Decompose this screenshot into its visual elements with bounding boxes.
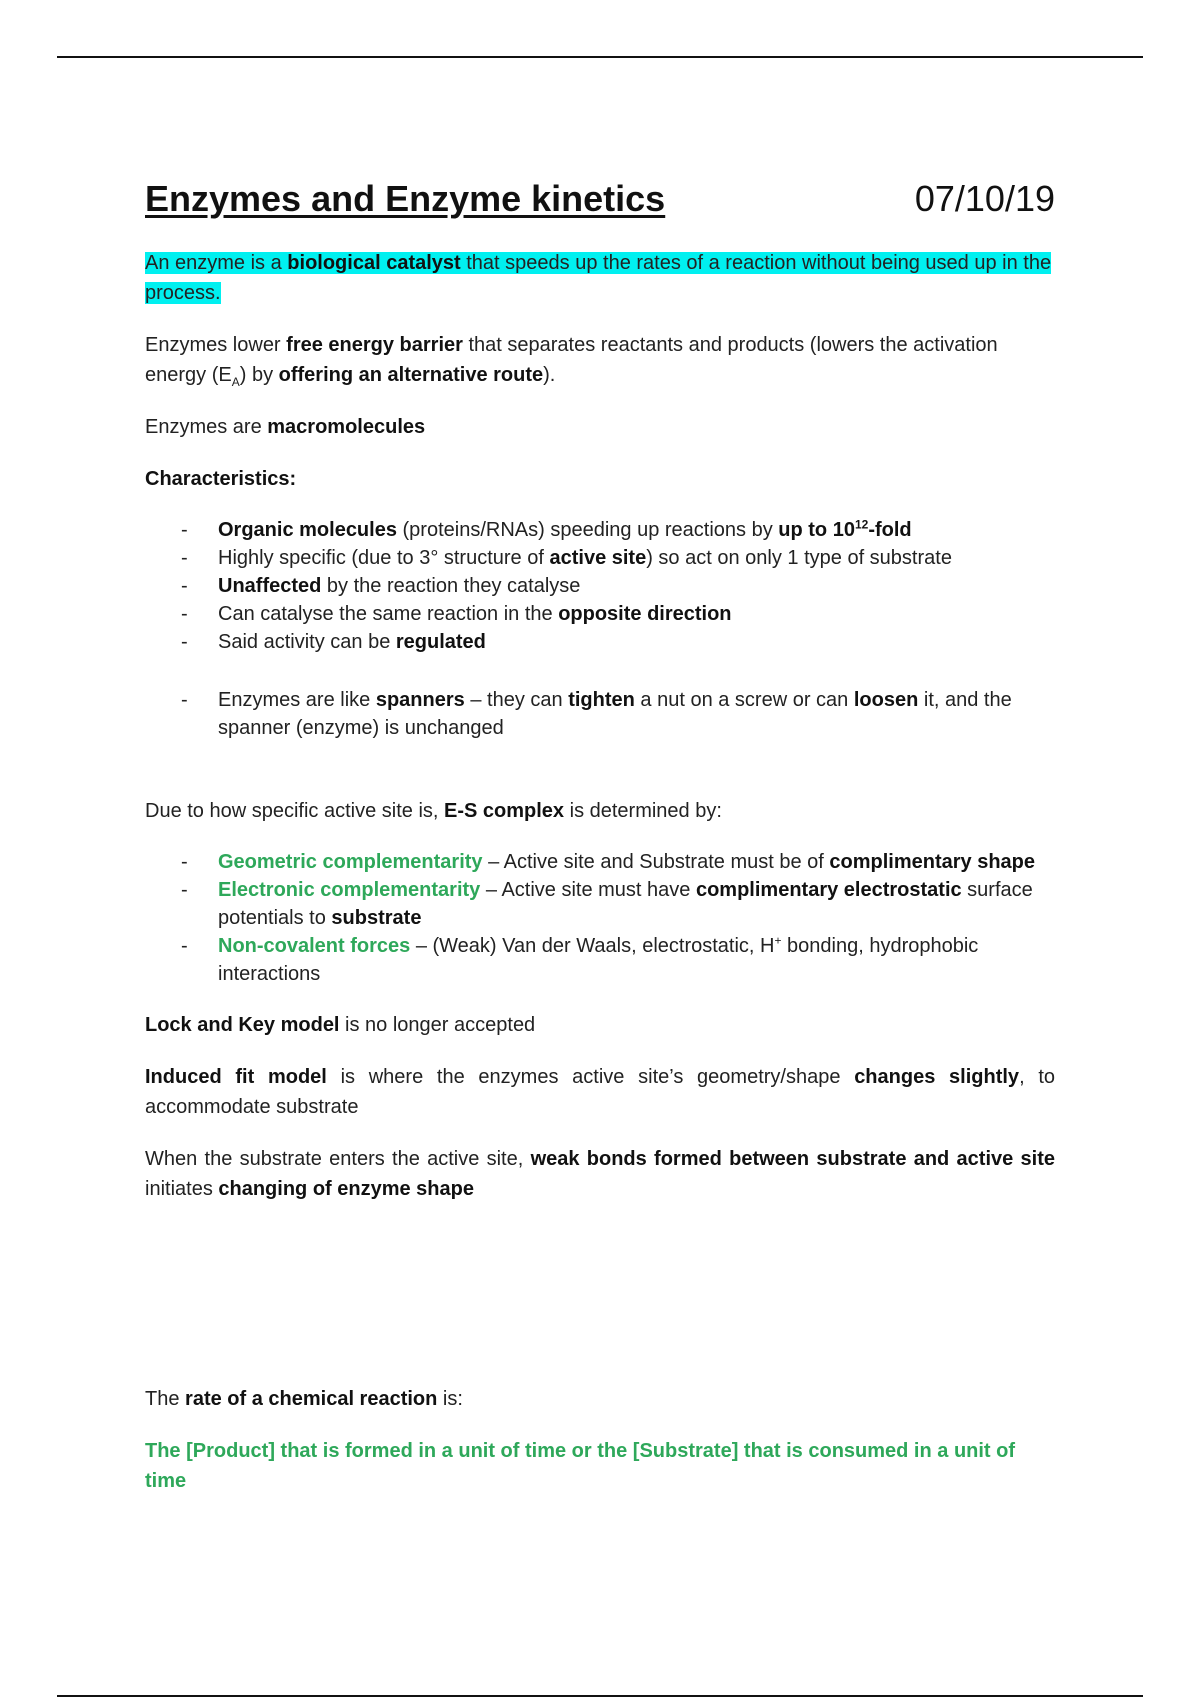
- item-bold: complimentary shape: [829, 851, 1036, 873]
- lock-key-paragraph: [145, 1010, 1055, 1040]
- list-item: [145, 544, 1055, 572]
- item-text: Enzymes are like: [218, 689, 376, 711]
- item-text: Can catalyse the same reaction in the: [218, 603, 559, 625]
- highlighted-definition: [145, 252, 1051, 304]
- date-label: 07/10/19: [914, 178, 1055, 219]
- list-item: [145, 876, 1055, 932]
- list-item: [145, 932, 1055, 988]
- item-superscript: 12: [854, 517, 869, 532]
- item-text: Highly specific (due to 3° structure of: [218, 547, 550, 569]
- item-bold: complimentary electrostatic: [695, 879, 962, 901]
- list-item: [145, 848, 1055, 876]
- item-superscript: +: [774, 933, 782, 948]
- page-title: Enzymes and Enzyme kinetics: [145, 178, 666, 219]
- characteristics-heading: [145, 464, 1055, 494]
- item-text: Said activity can be: [218, 631, 396, 653]
- induced-fit-text: is where the enzymes active site’s geometry/shape: [326, 1066, 855, 1088]
- item-green: Geometric complementarity: [218, 851, 483, 873]
- item-text: bonding, hydrophobic interactions: [218, 935, 979, 985]
- list-item: [145, 686, 1055, 742]
- item-text: (proteins/RNAs) speeding up reactions by: [396, 519, 779, 541]
- item-bold: tighten: [568, 689, 635, 711]
- list-item: [145, 572, 1055, 600]
- rate-definition-text: The [Product] that is formed in a unit of time or the [Substrate] that is consumed in a unit of time: [145, 1440, 1016, 1492]
- es-complex-intro: [145, 796, 1055, 826]
- energy-text-3: ) by: [239, 364, 279, 386]
- rate-bold: rate of a chemical reaction: [185, 1388, 438, 1410]
- energy-subscript: A: [231, 375, 240, 389]
- document-page: [145, 170, 1055, 1496]
- rate-intro: [145, 1384, 1055, 1414]
- header: [145, 170, 1055, 220]
- energy-bold-2: offering an alternative route: [278, 364, 544, 386]
- item-bold: Organic molecules: [218, 519, 397, 541]
- item-bold: Unaffected: [218, 575, 322, 597]
- es-complex-list: [145, 848, 1055, 988]
- item-text: by the reaction they catalyse: [321, 575, 581, 597]
- bottom-rule: [57, 1695, 1143, 1697]
- energy-bold-1: free energy barrier: [286, 334, 463, 356]
- energy-paragraph: [145, 330, 1055, 390]
- definition-text-end: that speeds up the rates of a reaction without being used up in the process.: [145, 252, 1052, 304]
- item-green: Electronic complementarity: [218, 879, 481, 901]
- rate-definition: [145, 1436, 1055, 1496]
- item-green: Non-covalent forces: [218, 935, 411, 957]
- item-text: surface potentials to: [218, 879, 1033, 929]
- item-bold: opposite direction: [558, 603, 732, 625]
- item-text: it, and the spanner (enzyme) is unchanged: [218, 689, 1012, 739]
- definition-text: An enzyme is a: [145, 252, 288, 274]
- macro-text: Enzymes are: [145, 416, 268, 438]
- item-bold: substrate: [331, 907, 422, 929]
- rate-text-2: is:: [437, 1388, 463, 1410]
- item-bold: -fold: [868, 519, 912, 541]
- induced-fit-bold: Induced fit model: [145, 1066, 327, 1088]
- item-text: – they can: [464, 689, 569, 711]
- item-text: – (Weak) Van der Waals, electrostatic, H: [410, 935, 775, 957]
- substrate-text: When the substrate enters the active site,: [145, 1148, 531, 1170]
- energy-text-4: ).: [543, 364, 556, 386]
- item-bold: active site: [549, 547, 647, 569]
- list-item: [145, 628, 1055, 656]
- characteristics-heading-text: Characteristics:: [145, 468, 297, 490]
- induced-fit-text-2: , to accommodate substrate: [145, 1066, 1056, 1118]
- item-bold: up to 10: [778, 519, 855, 541]
- top-rule: [57, 56, 1143, 58]
- item-text: – Active site and Substrate must be of: [482, 851, 830, 873]
- definition-paragraph: [145, 248, 1055, 308]
- es-text: is determined by:: [564, 800, 722, 822]
- item-text: – Active site must have: [480, 879, 696, 901]
- substrate-bold-2: changing of enzyme shape: [218, 1178, 474, 1200]
- lock-key-bold: Lock and Key model: [145, 1014, 340, 1036]
- item-bold: spanners: [375, 689, 465, 711]
- item-text: a nut on a screw or can: [634, 689, 854, 711]
- es-bold: E-S complex: [444, 800, 565, 822]
- macro-bold: macromolecules: [267, 416, 426, 438]
- definition-bold: biological catalyst: [287, 252, 461, 274]
- energy-text-1: Enzymes lower: [145, 334, 287, 356]
- item-text: ) so act on only 1 type of substrate: [646, 547, 952, 569]
- item-bold: regulated: [395, 631, 486, 653]
- substrate-entry-paragraph: [145, 1144, 1055, 1204]
- induced-fit-bold-2: changes slightly: [854, 1066, 1020, 1088]
- list-item: [145, 600, 1055, 628]
- substrate-bold: weak bonds formed between substrate and active site: [530, 1148, 1055, 1170]
- item-bold: loosen: [853, 689, 919, 711]
- rate-text: The: [145, 1388, 186, 1410]
- es-text: Due to how specific active site is,: [145, 800, 445, 822]
- lock-key-text: is no longer accepted: [339, 1014, 536, 1036]
- characteristics-list: [145, 516, 1055, 742]
- substrate-text-2: initiates: [145, 1178, 219, 1200]
- energy-text-2: that separates reactants and products (lowers the activation energy (E: [145, 334, 998, 386]
- induced-fit-paragraph: [145, 1062, 1055, 1122]
- list-item: [145, 516, 1055, 544]
- macromolecules-paragraph: [145, 412, 1055, 442]
